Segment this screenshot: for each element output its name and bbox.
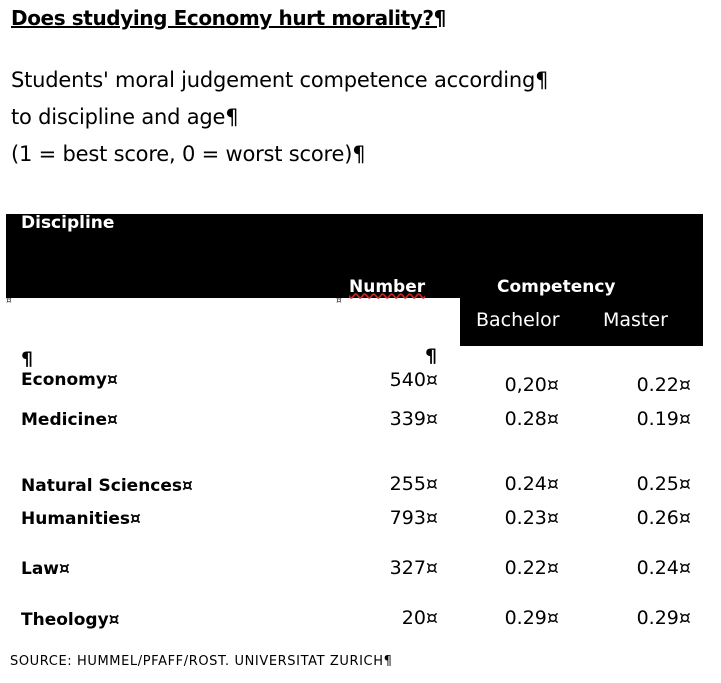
row-discipline: Humanities¤ xyxy=(21,509,141,529)
subtitle-line-3: (1 = best score, 0 = worst score)¶ xyxy=(11,142,366,166)
row-master-score: 0.26¤ xyxy=(636,507,691,529)
row-master-score: 0.29¤ xyxy=(636,607,691,629)
row-master-score: 0.24¤ xyxy=(636,557,691,579)
paragraph-mark: ¶ xyxy=(21,348,34,370)
header-master: Master xyxy=(603,309,668,331)
row-number: 793¤ xyxy=(389,507,438,529)
row-bachelor-score: 0.22¤ xyxy=(504,557,559,579)
header-discipline: Discipline xyxy=(21,213,115,233)
row-master-score: 0.25¤ xyxy=(636,473,691,495)
document-title: Does studying Economy hurt morality?¶ xyxy=(11,6,446,30)
header-bachelor: Bachelor xyxy=(476,309,560,331)
row-number: 540¤ xyxy=(389,369,438,391)
row-discipline: Medicine¤ xyxy=(21,410,118,430)
row-bachelor-score: 0.24¤ xyxy=(504,473,559,495)
row-discipline: Economy¤ xyxy=(21,370,118,390)
header-number: Number xyxy=(349,277,426,297)
source-citation: SOURCE: HUMMEL/PFAFF/ROST. UNIVERSITAT ZURICH¶ xyxy=(10,654,393,669)
cell-end-mark: ¤ xyxy=(6,296,12,306)
row-bachelor-score: 0.28¤ xyxy=(504,408,559,430)
row-bachelor-score: 0,20¤ xyxy=(504,374,559,396)
row-number: 255¤ xyxy=(389,473,438,495)
header-competency: Competency xyxy=(497,277,616,297)
row-discipline: Natural Sciences¤ xyxy=(21,476,193,496)
row-bachelor-score: 0.23¤ xyxy=(504,507,559,529)
row-number: 20¤ xyxy=(401,607,438,629)
row-master-score: 0.19¤ xyxy=(636,408,691,430)
row-number: 327¤ xyxy=(389,557,438,579)
row-discipline: Theology¤ xyxy=(21,610,120,630)
row-discipline: Law¤ xyxy=(21,559,70,579)
row-number: 339¤ xyxy=(389,408,438,430)
subtitle-line-1: Students' moral judgement competence according¶ xyxy=(11,68,549,92)
row-master-score: 0.22¤ xyxy=(636,374,691,396)
row-bachelor-score: 0.29¤ xyxy=(504,607,559,629)
cell-end-mark: ¤ xyxy=(336,296,342,306)
subtitle-line-2: to discipline and age¶ xyxy=(11,105,239,129)
paragraph-mark: ¶ xyxy=(425,345,438,367)
